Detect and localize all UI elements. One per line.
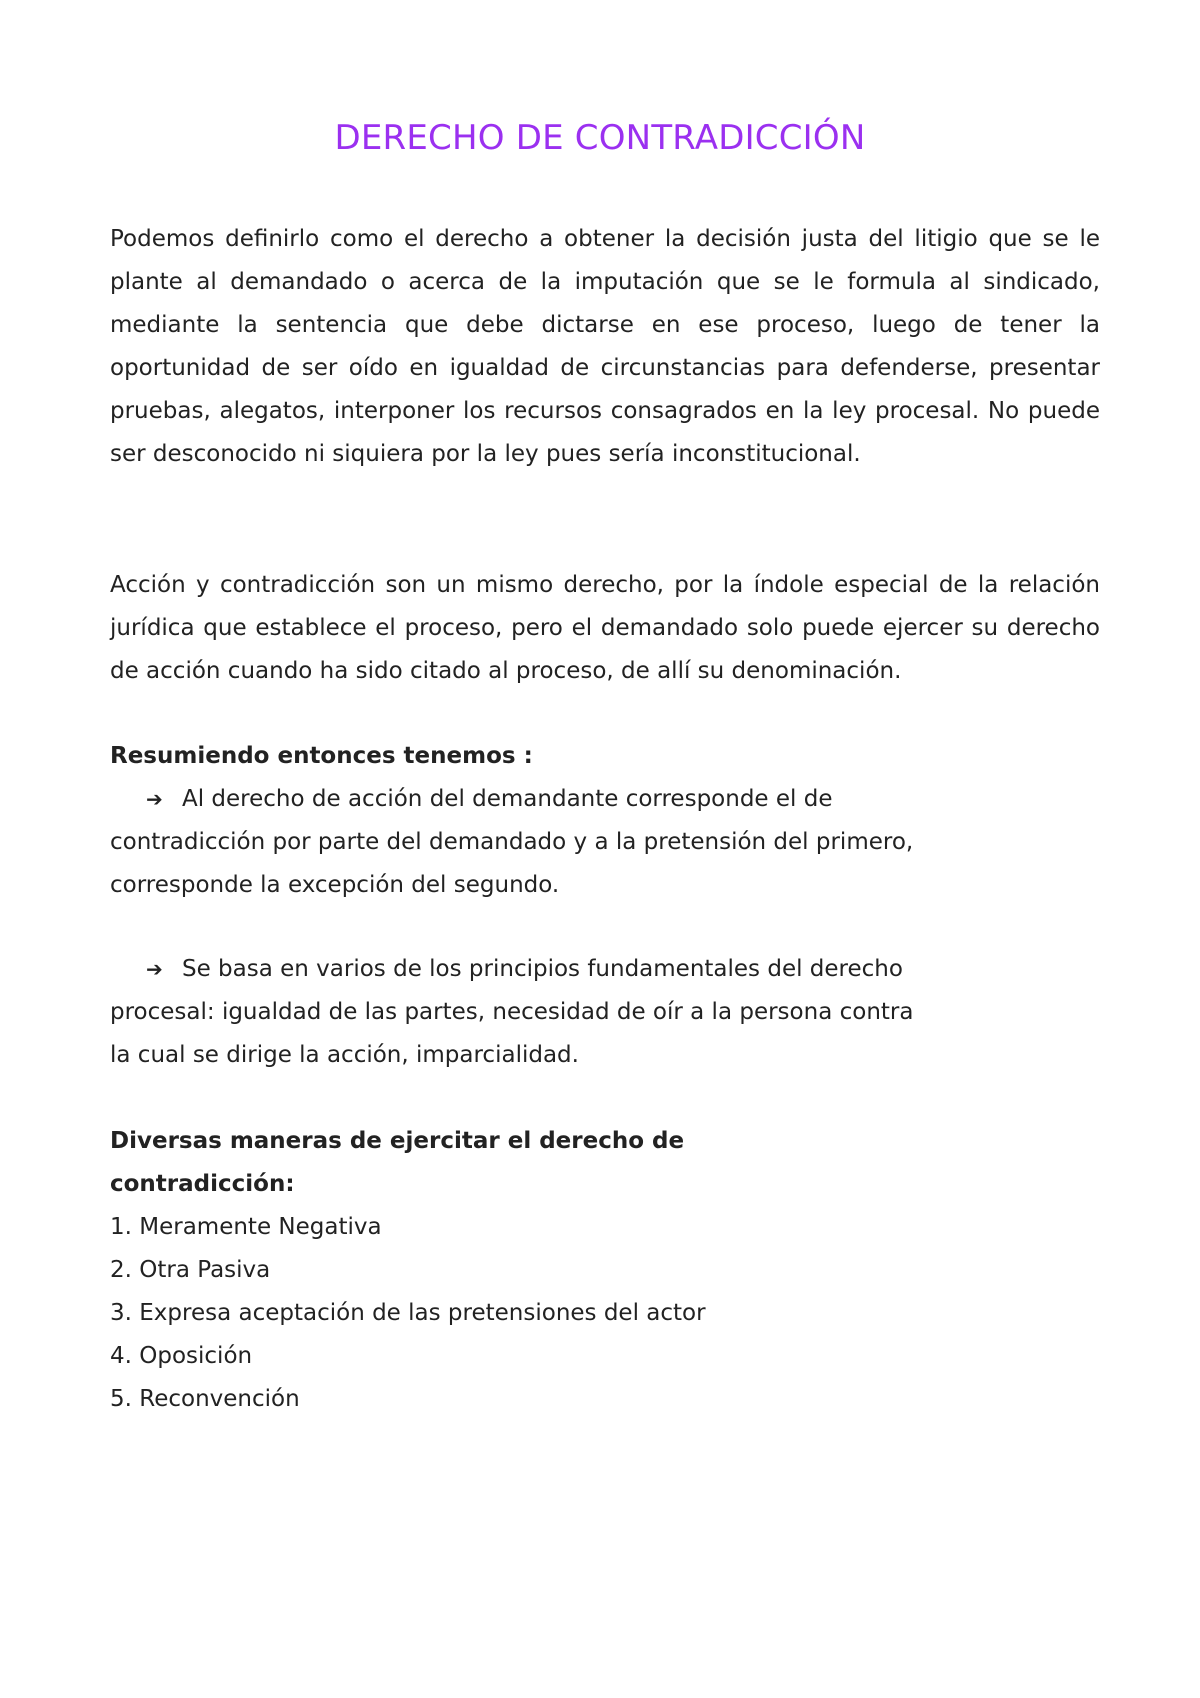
bullet-line: contradicción por parte del demandado y a la pretensión del primero, (110, 829, 914, 855)
paragraph-action-contradiction: Acción y contradicción son un mismo derecho, por la índole especial de la relación jurídica que establece el proceso, pero el demandado solo puede ejercer su derecho de acción cuando ha sido citado al proceso, de allí su denominación. (110, 572, 1100, 684)
summary-bullet-1 (110, 778, 1010, 907)
summary-heading: Resumiendo entonces tenemos : (110, 743, 533, 769)
document-title: DERECHO DE CONTRADICCIÓN (334, 118, 866, 158)
list-item: 5. Reconvención (110, 1386, 300, 1412)
bullet-text: Se basa en varios de los principios fundamentales del derecho (182, 956, 903, 982)
bullet-line (110, 778, 1010, 821)
arrow-right-icon: ➔ (146, 957, 163, 981)
ways-heading-line: contradicción: (110, 1171, 295, 1197)
list-item: 3. Expresa aceptación de las pretensiones del actor (110, 1300, 706, 1326)
arrow-right-icon: ➔ (146, 787, 163, 811)
list-item: 2. Otra Pasiva (110, 1257, 271, 1283)
list-item: 4. Oposición (110, 1343, 253, 1369)
summary-bullet-2 (110, 948, 1010, 1077)
bullet-line: corresponde la excepción del segundo. (110, 872, 560, 898)
paragraph-definition: Podemos definirlo como el derecho a obtener la decisión justa del litigio que se le plante al demandado o acerca de la imputación que se le formula al sindicado, mediante la sentencia que debe dictarse en ese proceso, luego de tener la oportunidad de ser oído en igualdad de circunstancias para defenderse, presentar pruebas, alegatos, interponer los recursos consagrados en la ley procesal. No puede ser desconocido ni siquiera por la ley pues sería inconstitucional. (110, 226, 1100, 467)
bullet-line: procesal: igualdad de las partes, necesidad de oír a la persona contra (110, 999, 914, 1025)
bullet-text: Al derecho de acción del demandante corresponde el de (182, 786, 833, 812)
bullet-line (110, 948, 1010, 991)
ways-heading (110, 1120, 710, 1206)
list-item: 1. Meramente Negativa (110, 1214, 382, 1240)
ways-list (110, 1206, 706, 1421)
bullet-line: la cual se dirige la acción, imparcialidad. (110, 1042, 579, 1068)
ways-heading-line: Diversas maneras de ejercitar el derecho de (110, 1128, 685, 1154)
